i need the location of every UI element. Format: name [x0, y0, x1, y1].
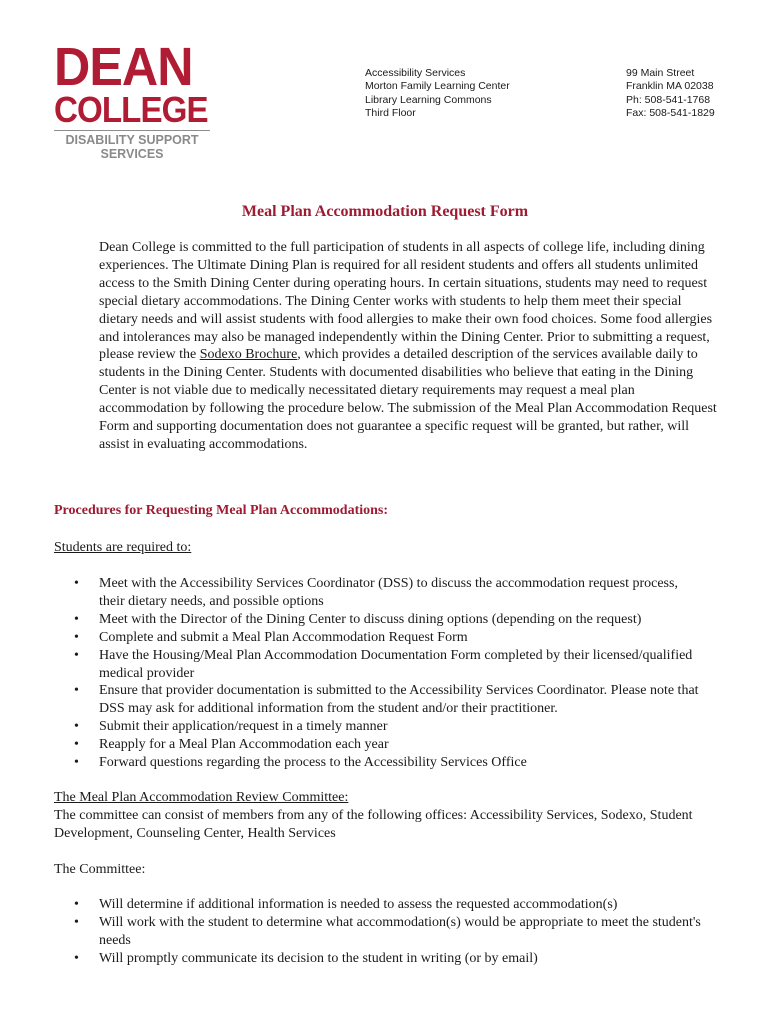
city-line: Franklin MA 02038 [626, 80, 714, 93]
intro-text-2: , which provides a detailed description of the services available daily to students in the Dining Center. Students with documented disabilities who believe that eating in the Dining Center is not viable due to medically necessitated dietary requirements may request a meal plan accommodation by following the procedure below. The submission of the Meal Plan Accommodation Request Form and supporting documentation does not guarantee a specific request will be granted, but rather, will assist in evaluating accommodations. [99, 347, 717, 452]
list-item-text: Will promptly communicate its decision to the student in writing (or by email) [99, 950, 538, 966]
student-requirements-list [54, 575, 704, 772]
procedures-heading: Procedures for Requesting Meal Plan Accommodations: [54, 503, 389, 518]
street-address [626, 67, 715, 121]
bullet: • [74, 576, 79, 591]
list-item-text: Complete and submit a Meal Plan Accommodation Request Form [99, 629, 468, 645]
bullet: • [74, 719, 79, 735]
office-address [365, 67, 510, 121]
logo-divider [54, 130, 210, 131]
committee-description: The committee can consist of members from any of the following offices: Accessibility Services, Sodexo, Student Development, Counseling Center, Health Services [54, 808, 693, 841]
bullet: • [74, 629, 79, 645]
bullet: • [74, 647, 79, 663]
office-line: Third Floor [365, 107, 416, 120]
office-line: Library Learning Commons [365, 93, 492, 106]
form-title: Meal Plan Accommodation Request Form [241, 203, 529, 220]
bullet: • [74, 950, 79, 966]
students-required-label: Students are required to: [54, 540, 192, 555]
bullet: • [74, 611, 79, 627]
list-item-text: Ensure that provider documentation is submitted to the Accessibility Services Coordinator. Please note that DSS may ask for additional information from the student and/or their practitioner. [99, 683, 699, 717]
bullet: • [74, 737, 79, 753]
list-item-text: Submit their application/request in a timely manner [99, 719, 388, 735]
committee-heading: The Meal Plan Accommodation Review Committee: [54, 790, 349, 805]
bullet: • [74, 914, 79, 930]
list-item-text: Will determine if additional information is needed to assess the requested accommodation(s) [99, 897, 618, 912]
list-item-text: Will work with the student to determine what accommodation(s) would be appropriate to meet the student's needs [99, 914, 701, 948]
list-item-text: Reapply for a Meal Plan Accommodation each year [99, 737, 389, 753]
list-item-text: Forward questions regarding the process to the Accessibility Services Office [99, 755, 527, 771]
list-item [54, 629, 704, 647]
intro-paragraph [99, 239, 719, 454]
list-item [54, 718, 704, 736]
list-item [54, 682, 704, 718]
list-item [54, 896, 704, 914]
list-item [54, 575, 704, 611]
fax-line: Fax: 508-541-1829 [626, 107, 715, 120]
office-line: Morton Family Learning Center [365, 80, 510, 93]
sodexo-brochure-link[interactable]: Sodexo Brochure [199, 347, 298, 363]
list-item [54, 611, 704, 629]
committee-duties-list [54, 896, 704, 968]
phone-line: Ph: 508-541-1768 [626, 93, 711, 106]
list-item [54, 647, 704, 683]
dean-college-logo [54, 37, 214, 161]
logo-dean: DEAN [54, 37, 193, 97]
list-item-text: Meet with the Accessibility Services Coordinator (DSS) to discuss the accommodation request process, their dietary needs, and possible options [99, 576, 678, 609]
list-item [54, 914, 704, 950]
bullet: • [74, 897, 79, 912]
intro-text-1: Dean College is committed to the full participation of students in all aspects of college life, including dining experiences. The Ultimate Dining Plan is required for all resident students and offers all students unlimited access to the Smith Dining Center during operating hours. In certain situations, students may need to request special dietary accommodations. The Dining Center works with students to help them meet their special dietary needs and will assist students with food allergies to make their own food choices. Some food allergies and intolerances may also be managed independently within the Dining Center. Prior to submitting a request, please review the [99, 240, 713, 363]
list-item-text: Have the Housing/Meal Plan Accommodation Documentation Form completed by their licensed/qualified medical provider [99, 647, 693, 681]
list-item-text: Meet with the Director of the Dining Center to discuss dining options (depending on the request) [99, 611, 642, 627]
bullet: • [74, 683, 79, 699]
office-line: Accessibility Services [365, 67, 466, 79]
committee-label: The Committee: [54, 862, 146, 877]
street-line: 99 Main Street [626, 67, 695, 79]
bullet: • [74, 755, 79, 771]
logo-subtitle-2: SERVICES [100, 147, 164, 161]
logo-college: COLLEGE [54, 89, 208, 130]
logo-subtitle-1: DISABILITY SUPPORT [65, 133, 199, 147]
list-item [54, 950, 704, 968]
list-item [54, 754, 704, 772]
list-item [54, 736, 704, 754]
